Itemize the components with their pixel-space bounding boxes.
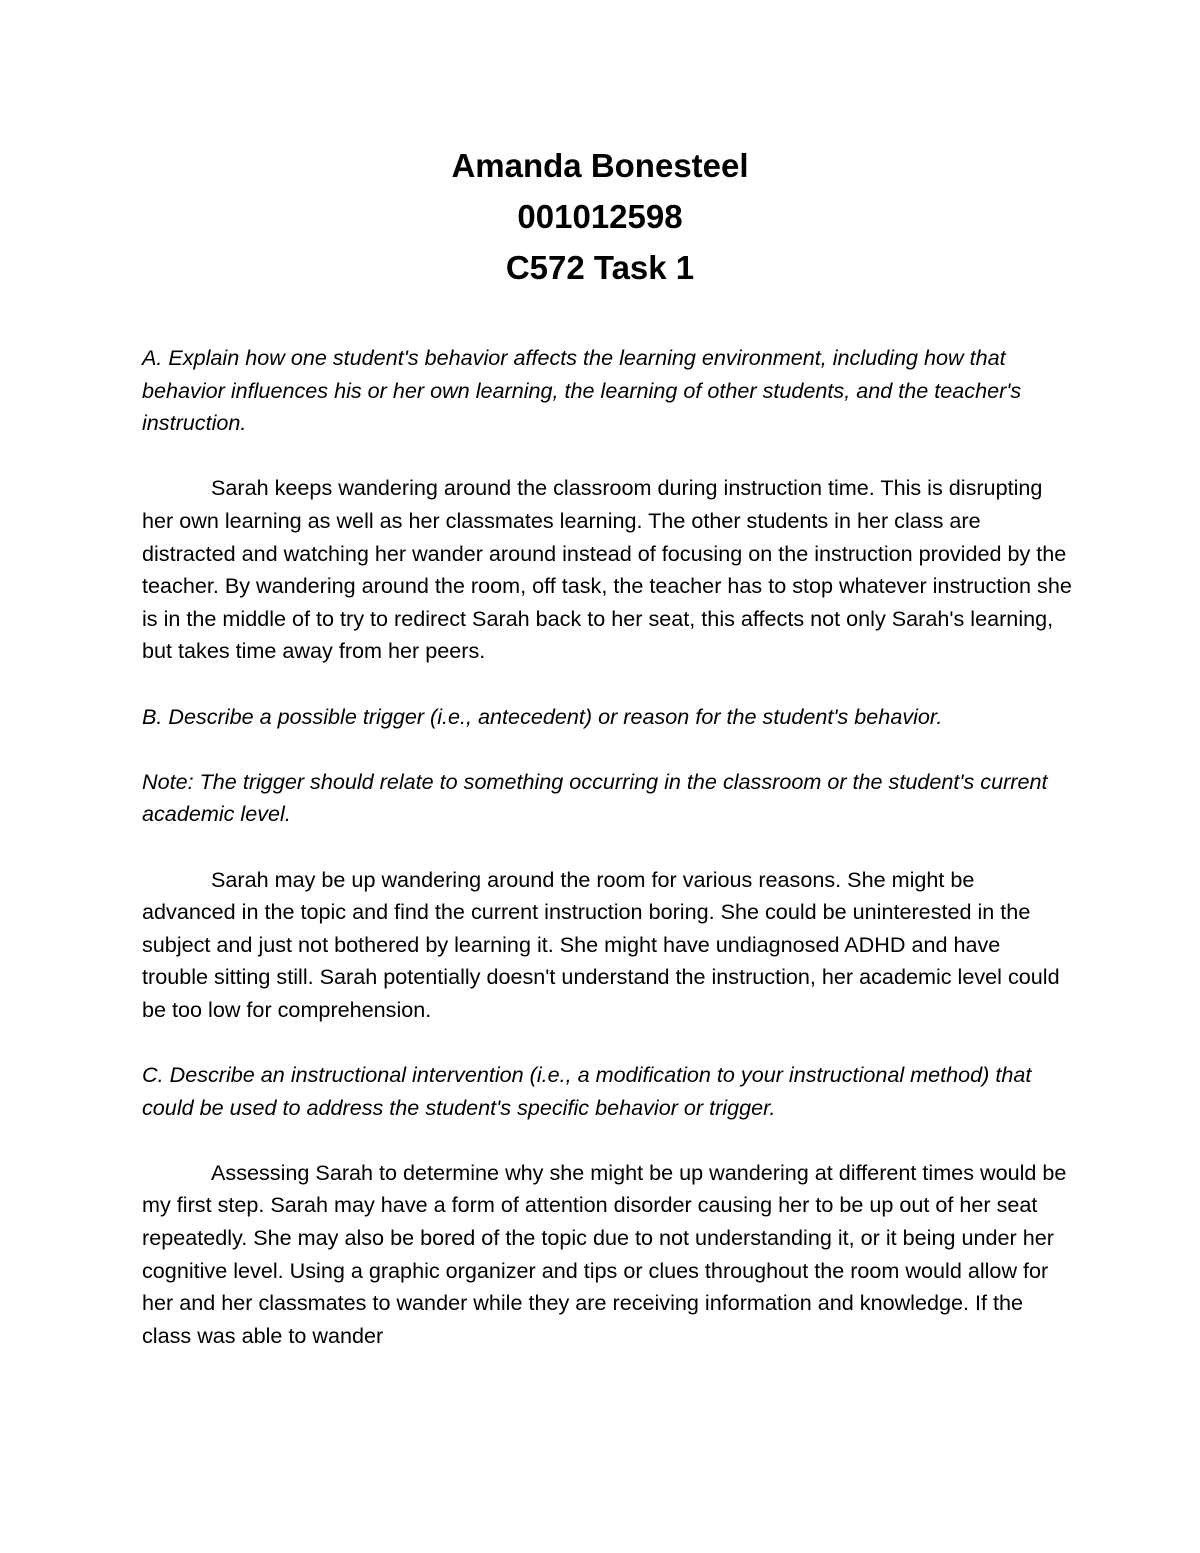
spacer <box>142 440 1072 473</box>
section-c-prompt: C. Describe an instructional intervention (i.e., a modification to your instructional method) that could be used to address the student's specific behavior or trigger. <box>142 1062 1032 1120</box>
section-b-prompt: B. Describe a possible trigger (i.e., antecedent) or reason for the student's behavior. <box>142 703 943 729</box>
spacer <box>142 1124 1072 1157</box>
section-c-answer: Assessing Sarah to determine why she might be up wandering at different times would be my first step. Sarah may have a form of attention disorder causing her to be up out of her seat repeatedly. She may also be bored of the topic due to not understanding it, or it being under her cognitive level. Using a graphic organizer and tips or clues throughout the room would allow for her and her classmates to wander while they are receiving information and knowledge. If the class was able to wander <box>142 1159 1067 1348</box>
student-id: 001012598 <box>517 198 683 235</box>
course-task-title: C572 Task 1 <box>505 249 695 286</box>
document-header <box>0 140 1200 293</box>
spacer <box>142 831 1072 864</box>
section-a-answer: Sarah keeps wandering around the classroom during instruction time. This is disrupting her own learning as well as her classmates learning. The other students in her class are distracted and watching her wander around instead of focusing on the instruction provided by the teacher. By wandering around the room, off task, the teacher has to stop whatever instruction she is in the middle of to try to redirect Sarah back to her seat, this affects not only Sarah's learning, but takes time away from her peers. <box>142 475 1072 664</box>
spacer <box>142 668 1072 701</box>
spacer <box>142 1026 1072 1059</box>
section-a-prompt: A. Explain how one student's behavior affects the learning environment, including how that behavior influences his or her own learning, the learning of other students, and the teacher's instruction. <box>142 345 1022 436</box>
author-name: Amanda Bonesteel <box>451 147 749 184</box>
section-b-note: Note: The trigger should relate to something occurring in the classroom or the student's current academic level. <box>142 768 1048 827</box>
document-body <box>142 342 1072 1352</box>
spacer <box>142 733 1072 766</box>
section-b-answer: Sarah may be up wandering around the room for various reasons. She might be advanced in the topic and find the current instruction boring. She could be uninterested in the subject and just not bothered by learning it. She might have undiagnosed ADHD and have trouble sitting still. Sarah potentially doesn't understand the instruction, her academic level could be too low for comprehension. <box>142 866 1060 1022</box>
